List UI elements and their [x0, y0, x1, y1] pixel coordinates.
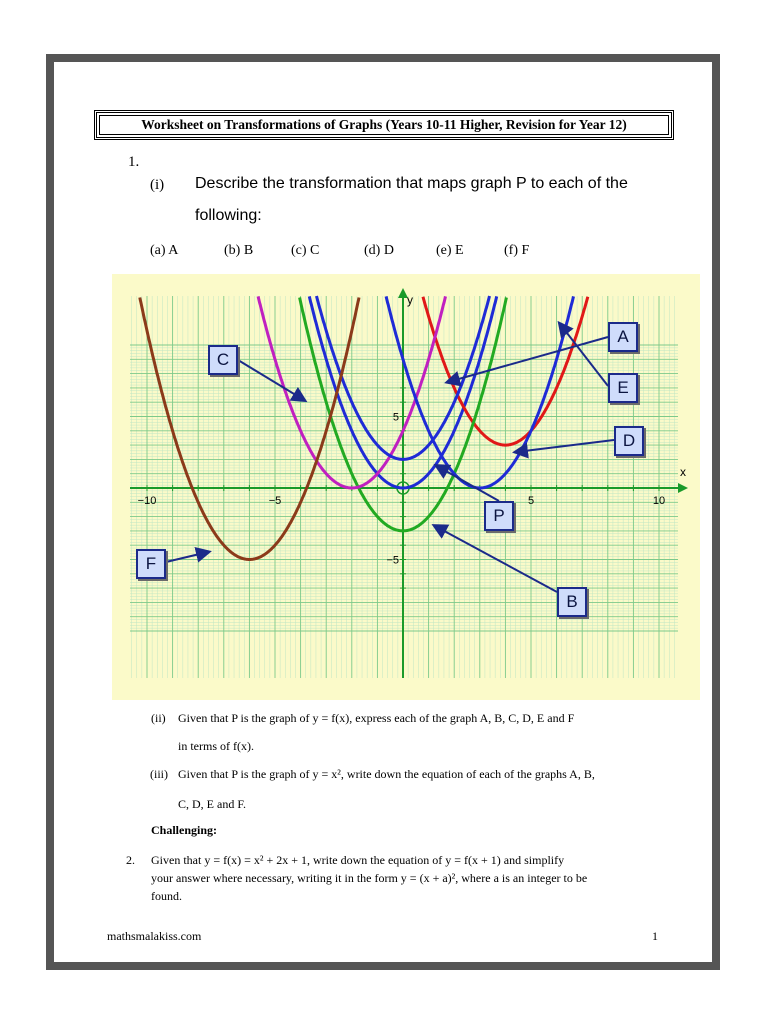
pointer-arrow-P	[437, 466, 499, 501]
x-axis-label: x	[680, 465, 686, 479]
option-b: (b) B	[224, 243, 254, 258]
question-1-number: 1.	[128, 154, 140, 170]
part-ii-number: (ii)	[151, 711, 166, 725]
graph-label-B: B	[557, 587, 587, 617]
graph-label-D: D	[614, 426, 644, 456]
pointer-arrow-C	[238, 360, 304, 400]
worksheet-title-text: Worksheet on Transformations of Graphs (Years 10-11 Higher, Revision for Year 12)	[141, 117, 627, 132]
part-i-text-line1: Describe the transformation that maps graph P to each of the	[195, 175, 628, 192]
part-i-number: (i)	[150, 177, 165, 193]
part-i-text-line2: following:	[195, 207, 262, 224]
graph-label-C: C	[208, 345, 238, 375]
challenging-heading: Challenging:	[151, 823, 218, 837]
part-ii-text-line2: in terms of f(x).	[178, 739, 254, 753]
question-2-number: 2.	[126, 853, 135, 867]
y-tick-label: −5	[386, 554, 399, 567]
x-tick-label: −10	[137, 495, 157, 507]
x-tick-label: 10	[652, 495, 666, 507]
graph-label-F: F	[136, 549, 166, 579]
option-f: (f) F	[504, 243, 530, 258]
question-2-line3: found.	[151, 889, 182, 903]
option-c: (c) C	[291, 243, 320, 258]
part-iii-number: (iii)	[150, 767, 168, 781]
x-tick-label: −5	[268, 495, 282, 507]
y-axis-label: y	[407, 293, 413, 307]
question-2-line2: your answer where necessary, writing it in the form y = (x + a)², where a is an integer to be	[151, 871, 588, 885]
graph-panel	[112, 274, 700, 700]
graph-label-E: E	[608, 373, 638, 403]
x-tick-label: 5	[527, 495, 535, 507]
graph-label-P: P	[484, 501, 514, 531]
option-e: (e) E	[436, 243, 464, 258]
y-tick-label: 5	[392, 411, 399, 424]
x-axis-arrowhead	[678, 483, 688, 493]
option-a: (a) A	[150, 243, 179, 258]
graph-label-A: A	[608, 322, 638, 352]
part-iii-text-line1: Given that P is the graph of y = x², write down the equation of each of the graphs A, B,	[178, 767, 595, 781]
question-2-line1: Given that y = f(x) = x² + 2x + 1, write down the equation of y = f(x + 1) and simplify	[151, 853, 565, 867]
footer-site: mathsmalakiss.com	[107, 929, 202, 943]
worksheet-title	[94, 110, 674, 140]
part-ii-text-line1: Given that P is the graph of y = f(x), express each of the graph A, B, C, D, E and F	[178, 711, 575, 725]
option-d: (d) D	[364, 243, 394, 258]
page-number: 1	[652, 929, 658, 943]
part-iii-text-line2: C, D, E and F.	[178, 797, 247, 811]
pointer-arrow-B	[435, 526, 557, 592]
